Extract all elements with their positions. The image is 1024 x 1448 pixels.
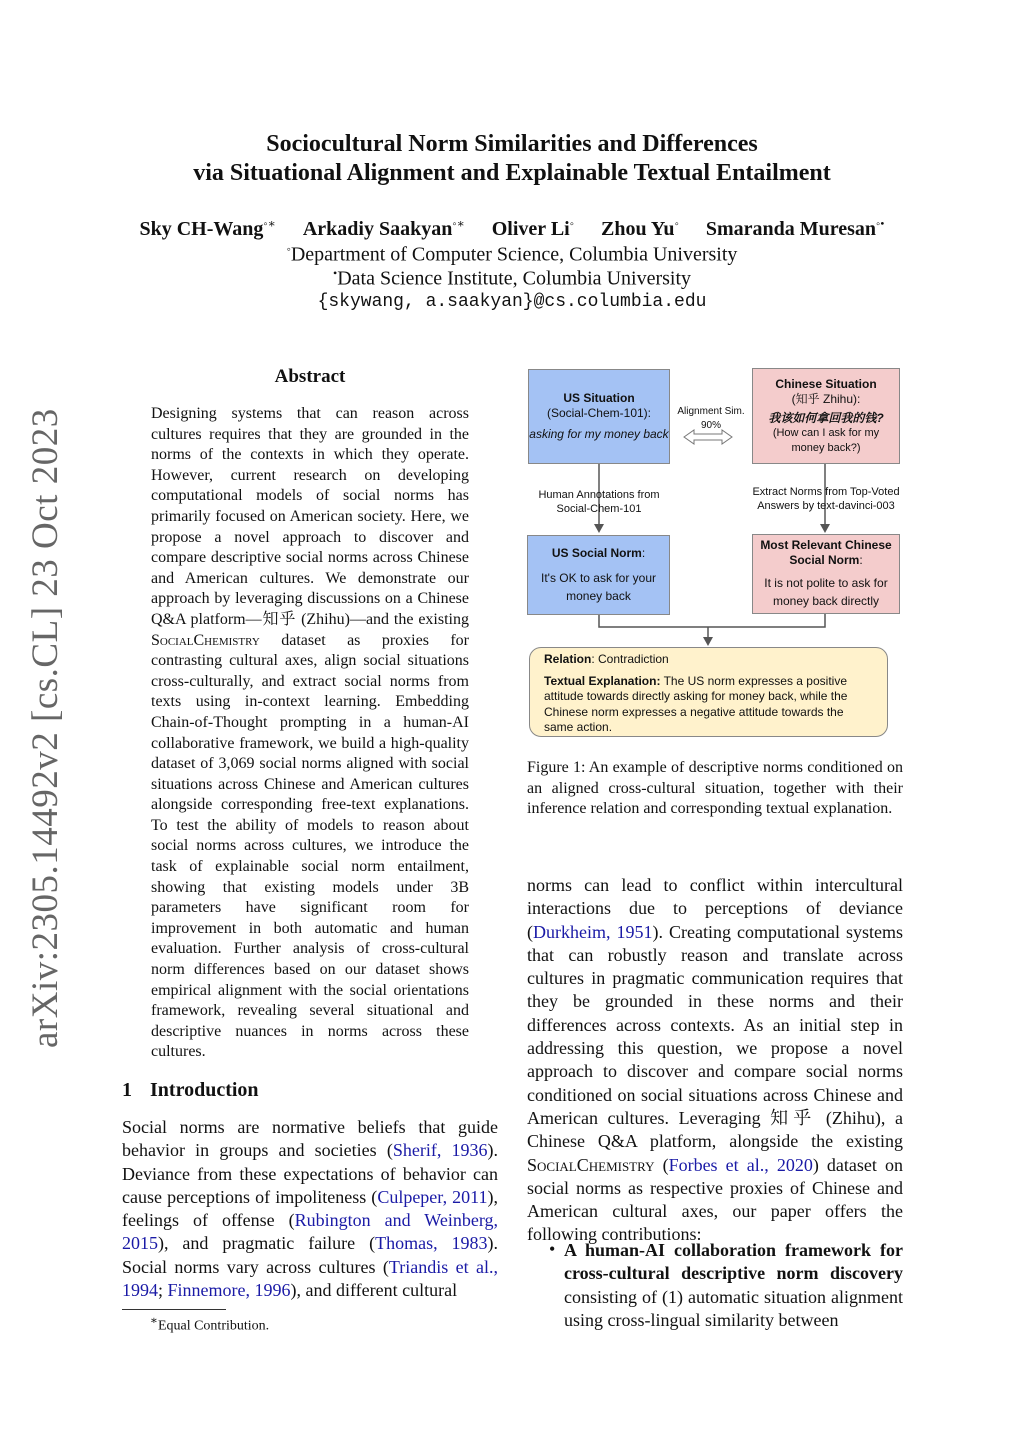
author: Zhou Yu◦ xyxy=(600,216,679,240)
author: Smaranda Muresan◦• xyxy=(705,216,885,240)
merge-bracket xyxy=(599,614,825,627)
arxiv-stamp: arXiv:2305.14492v2 [cs.CL] 23 Oct 2023 xyxy=(25,408,66,1048)
intro-paragraph: Social norms are normative beliefs that guide behavior in groups and societies (Sherif, 1936). Deviance from these expectations of behavior can cause perceptions of impoliteness (Culpeper, 2011), feelings of offense (Rubington and Weinberg, 2015), and pragmatic failure (Thomas, 1983). Social norms vary across cultures (Triandis et al., 1994; Finnemore, 1996), and different cultural xyxy=(122,1117,498,1301)
footnote-divider xyxy=(122,1309,226,1310)
title-line-1: Sociocultural Norm Similarities and Differences xyxy=(266,131,758,157)
cn-norm-box: Most Relevant Chinese Social Norm: It is not polite to ask for money back directly xyxy=(752,534,900,614)
bullet-marker: • xyxy=(549,1239,556,1259)
citation-link[interactable]: Sherif, 1936 xyxy=(392,1140,488,1161)
explanation-box xyxy=(529,647,888,737)
author-email: {skywang, a.saakyan}@cs.columbia.edu xyxy=(317,292,707,312)
contribution-item: A human-AI collaboration framework for cross-cultural descriptive norm discovery consisting of (1) automatic situation alignment using cross-lingual similarity between xyxy=(564,1240,903,1330)
citation-link[interactable]: Finnemore, 1996 xyxy=(167,1280,291,1301)
figure-caption: Figure 1: An example of descriptive norms conditioned on an aligned cross-cultural situation, together with their inference relation and corresponding textual explanation. xyxy=(527,759,903,817)
author: Oliver Li◦ xyxy=(491,216,574,240)
citation-link[interactable]: Forbes et al., 2020 xyxy=(668,1154,813,1175)
author: Sky CH-Wang◦∗ xyxy=(139,216,276,240)
citation-link[interactable]: Rubington and Weinberg, 2015 xyxy=(122,1210,498,1254)
abstract-heading: Abstract xyxy=(274,366,346,387)
citation-link[interactable]: Triandis et al., 1994 xyxy=(122,1256,498,1301)
relation-line: Relation: Contradiction xyxy=(544,652,669,666)
citation-link[interactable]: Culpeper, 2011 xyxy=(377,1186,488,1207)
arrow-cn-head xyxy=(820,524,830,533)
citation-link[interactable]: Thomas, 1983 xyxy=(375,1233,488,1254)
arrow-relation-head xyxy=(703,637,713,646)
us-situation-box: US Situation (Social-Chem-101): asking for my money back xyxy=(528,369,670,464)
cn-arrow-label: Extract Norms from Top-Voted Answers by text-davinci-003 xyxy=(752,486,900,512)
abstract-body: Designing systems that can reason across cultures requires that they are grounded in the norms of the contexts in which they operate. However, current research on developing computational models of social norms has primarily focused on American society. Here, we propose a novel approach to discover and compare descriptive social norms across Chinese and American cultures. We demonstrate our approach by leveraging discussions on a Chinese Q&A platform—知乎 (Zhihu)—and the existing SocialChemistry dataset as proxies for contrasting cultural axes, align social situations cross-culturally, and extract social norms from texts using in-context learning. Embedding Chain-of-Thought prompting in a human-AI collaborative framework, we build a high-quality dataset of 3,069 social norms aligned with social situations across Chinese and American cultures alongside corresponding free-text explanations. To test the ability of models to reason about social norms across cultures, we introduce the task of explainable social norm entailment, showing that existing models under 3B parameters have significant room for improvement in both automatic and human evaluation. Further analysis of cross-cultural norm differences based on our dataset shows empirical alignment with the social orientations framework, revealing several situational and descriptive nuances in norms across these cultures. xyxy=(151,405,469,1061)
affiliation-department: ◦Department of Computer Science, Columbia University xyxy=(286,242,738,266)
explanation-line: Textual Explanation: The US norm expresses a positive attitude towards directly asking for money back, while the Chinese norm expresses a negative attitude towards the same action. xyxy=(544,673,848,734)
citation-link[interactable]: Durkheim, 1951 xyxy=(533,921,653,942)
footnote: ∗Equal Contribution. xyxy=(150,1314,270,1334)
title-line-2: via Situational Alignment and Explainable Textual Entailment xyxy=(193,160,831,186)
affiliation-dsi: •Data Science Institute, Columbia University xyxy=(332,266,691,290)
cn-situation-box: Chinese Situation (知乎 Zhihu): 我该如何拿回我的钱? (How can I ask for my money back?) xyxy=(752,368,900,464)
us-arrow-label: Human Annotations from Social-Chem-101 xyxy=(538,489,660,515)
intro-paragraph-continued: norms can lead to conflict within intercultural interactions due to perceptions of deviance (Durkheim, 1951). Creating computational systems that can robustly reason and translate across cultures in pragmatic communication requires that they be grounded in these norms and their differences across contexts. As an initial step in addressing this question, we propose a novel approach to discover and compare social norms conditioned on social situations across Chinese and American cultures. Leveraging 知乎 (Zhihu), a Chinese Q&A platform, alongside the existing SocialChemistry (Forbes et al., 2020) dataset on social norms as respective proxies of Chinese and American cultural axes, our paper offers the following contributions: xyxy=(527,875,904,1245)
author: Arkadiy Saakyan◦∗ xyxy=(302,216,465,240)
alignment-label: Alignment Sim. 90% xyxy=(677,406,745,431)
arrow-us-head xyxy=(594,524,604,533)
section-heading: 1 Introduction xyxy=(122,1079,259,1101)
us-norm-box: US Social Norm: It's OK to ask for your money back xyxy=(527,535,670,615)
